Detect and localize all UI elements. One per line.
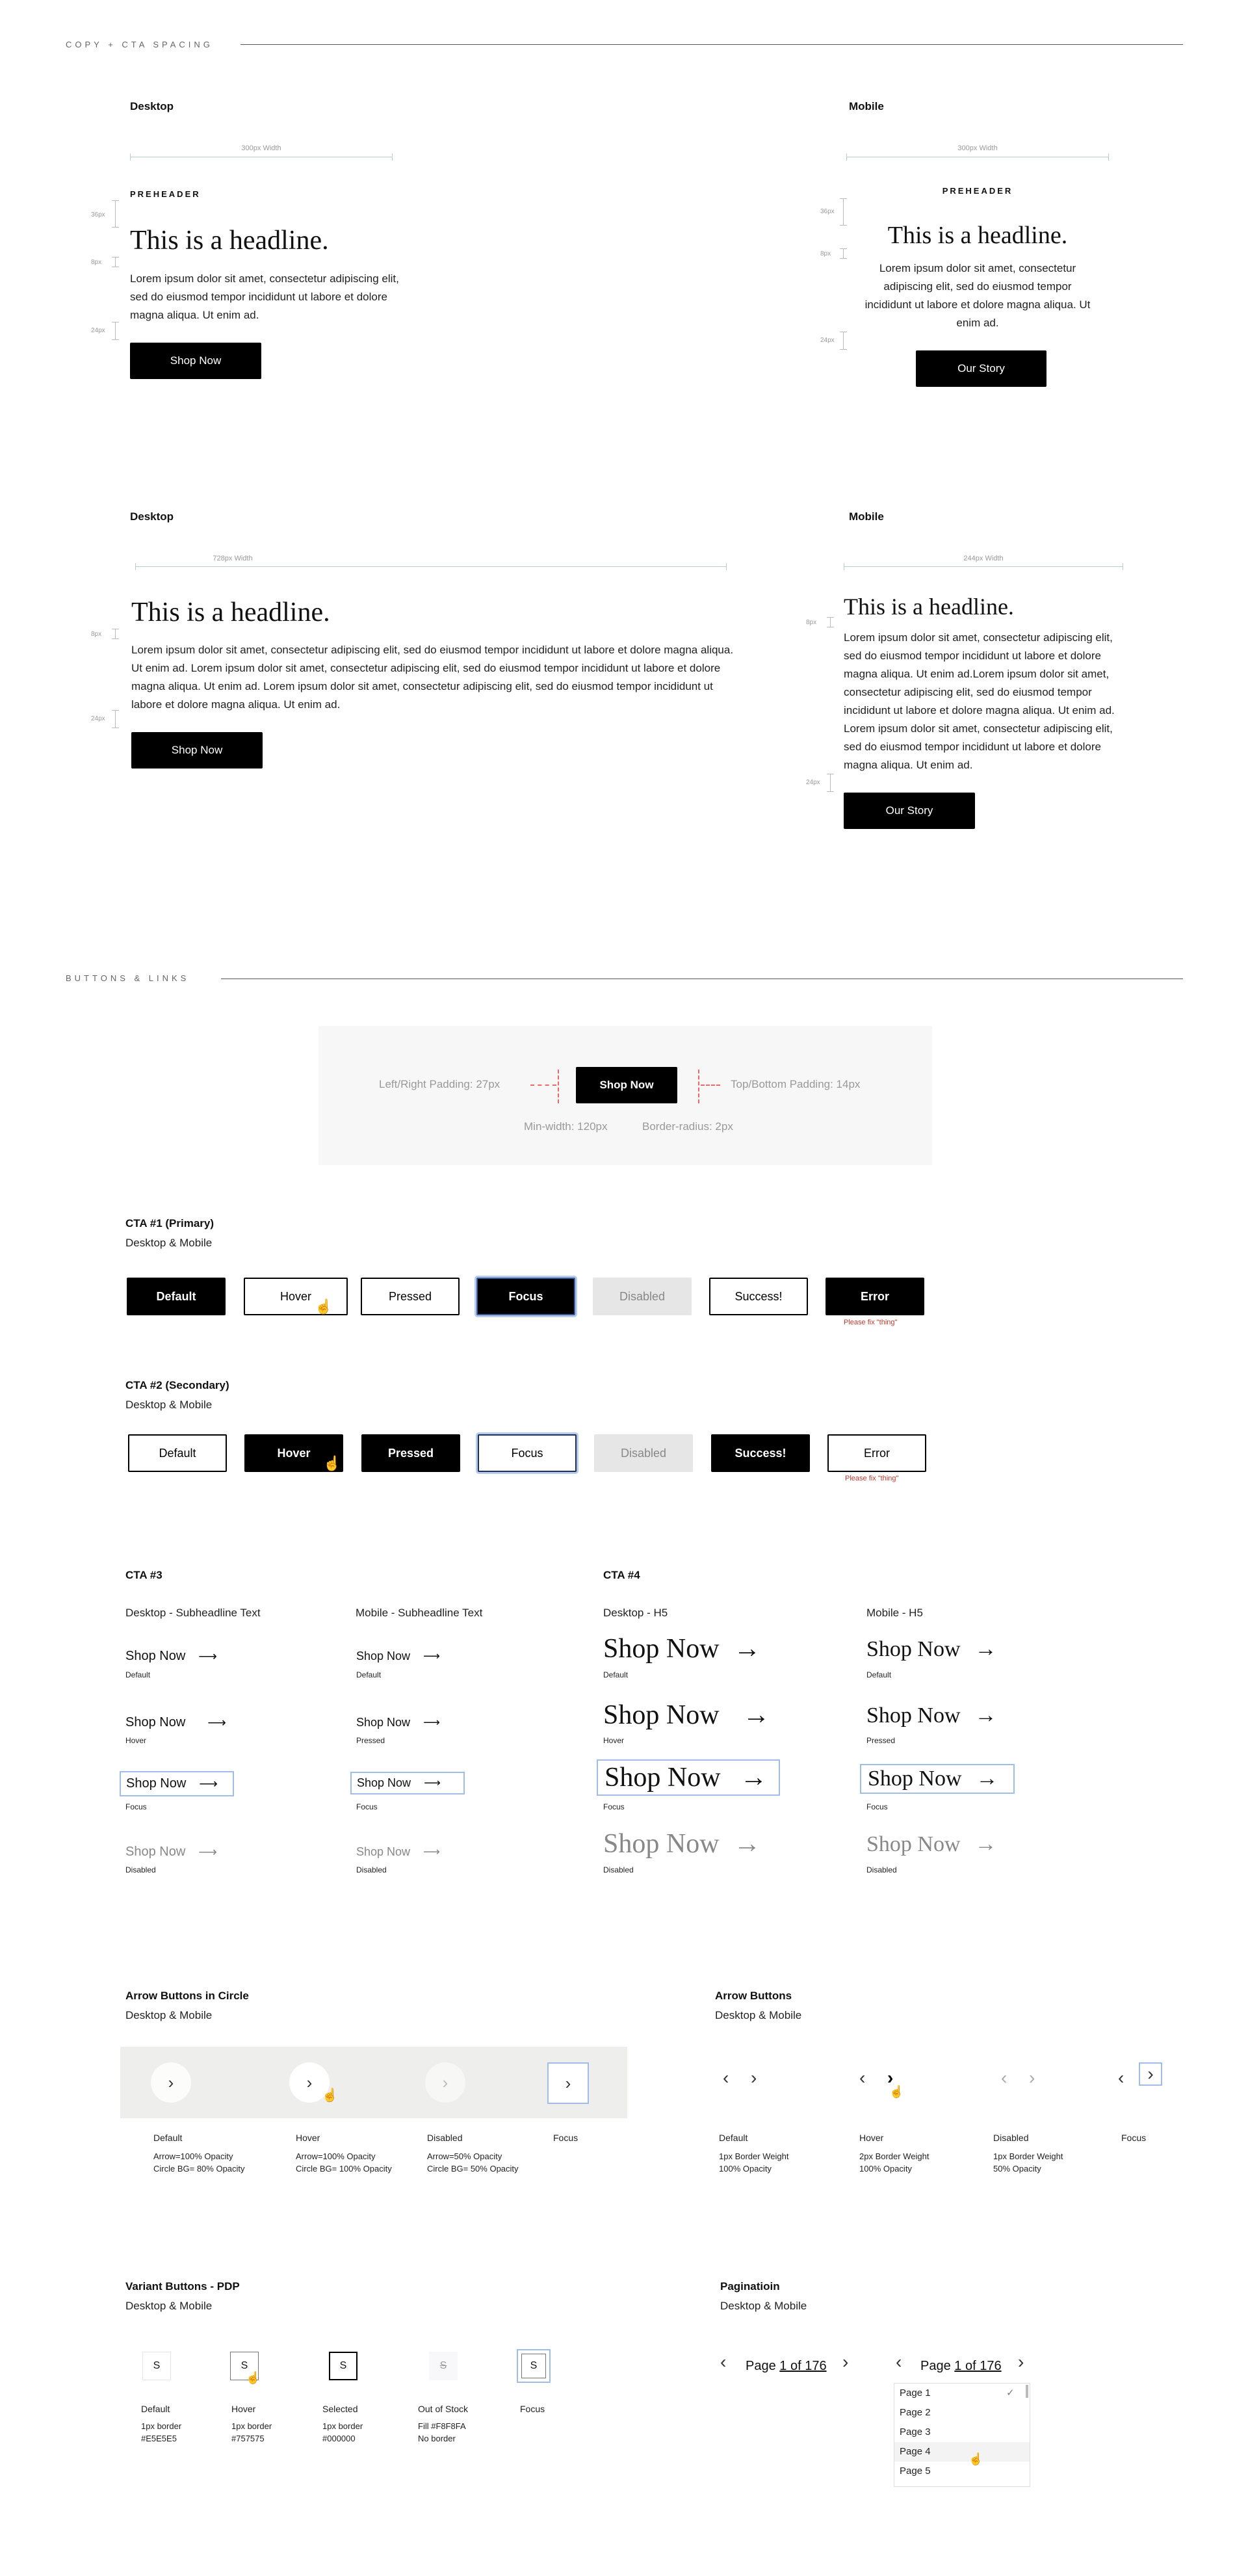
cta2-subtitle: Desktop & Mobile [125, 1399, 213, 1411]
section-title-copy: COPY + CTA SPACING [66, 40, 213, 49]
chevron-right-icon: › [168, 2072, 174, 2092]
arrow-right-icon: → [976, 1767, 998, 1791]
pagination-subtitle: Desktop & Mobile [720, 2300, 807, 2312]
cta3-desktop-hover[interactable] [125, 1715, 226, 1731]
arrow-right-icon: → [974, 1832, 997, 1856]
arrow-right-icon: ⟶ [423, 1649, 440, 1663]
chevron-right-icon: › [565, 2073, 571, 2093]
headline: This is a headline. [887, 222, 1068, 249]
cta3-mobile-focus[interactable] [350, 1772, 465, 1794]
variant-default[interactable]: S [142, 2352, 171, 2380]
spec-note: 2px Border Weight 100% Opacity [859, 2151, 930, 2174]
page-option[interactable]: Page 4 [894, 2442, 1030, 2462]
page-word: Page [920, 2359, 951, 2373]
variant-focus[interactable] [517, 2349, 551, 2383]
shop-now-button[interactable]: Shop Now [131, 732, 263, 769]
state-label: Default [356, 1670, 382, 1679]
state-label: Selected [322, 2404, 358, 2414]
state-label: Disabled [125, 1865, 156, 1874]
spec-note: 1px border #E5E5E5 [141, 2421, 182, 2443]
spacing-measure [115, 322, 116, 340]
cta2-pressed[interactable]: Pressed [361, 1434, 460, 1472]
cursor-hand-icon: ☝ [246, 2371, 261, 2384]
circle-arrow-focus[interactable] [547, 2062, 589, 2104]
cta4-desktop-default[interactable] [603, 1633, 761, 1664]
cta1-error[interactable]: Error [826, 1278, 924, 1315]
body-copy: Lorem ipsum dolor sit amet, consectetur adipiscing elit, sed do eiusmod tempor incididunt ut labore et dolore magna aliqua. Ut enim ad.Lorem ipsum dolor sit amet, consectetur adipiscing elit, sed do eiusmod tempor incididunt ut labore et dolore magna aliqua. Ut enim ad. Lorem ipsum dolor sit amet, consectetur adipiscing elit, sed do eiusmod tempor incididunt ut labore et dolore magna aliqua. Ut enim ad. [844, 631, 1115, 771]
spacing-label: 24px [806, 779, 820, 786]
chevron-right-icon[interactable]: › [842, 2352, 849, 2372]
spacing-measure [115, 257, 116, 267]
page-option[interactable]: Page 3 [900, 2426, 931, 2438]
chevron-left-icon[interactable]: ‹ [723, 2068, 729, 2088]
state-label: Disabled [427, 2133, 463, 2143]
state-label: Disabled [993, 2133, 1029, 2143]
spacing-measure [843, 248, 844, 259]
cta4-mobile-focus[interactable] [860, 1764, 1015, 1794]
cta1-default[interactable]: Default [127, 1278, 226, 1315]
link-text: Shop Now [603, 1829, 720, 1859]
chevron-right-icon[interactable]: › [1018, 2352, 1024, 2372]
scrollbar[interactable] [1026, 2385, 1028, 2398]
chevron-right-icon: › [442, 2072, 448, 2092]
mobile-label: Mobile [849, 510, 884, 523]
cursor-hand-icon: ☝ [323, 1455, 341, 1471]
page-indicator[interactable] [920, 2359, 1002, 2374]
cta4-desktop-hover[interactable] [603, 1700, 770, 1731]
cta4-title: CTA #4 [603, 1569, 640, 1581]
link-text: Shop Now [126, 1776, 187, 1791]
arrow-right-icon: → [733, 1829, 761, 1859]
state-label: Focus [603, 1802, 625, 1811]
chevron-left-icon[interactable]: ‹ [1118, 2068, 1124, 2088]
link-text: Shop Now [868, 1767, 962, 1791]
page-indicator[interactable] [746, 2359, 827, 2374]
shop-now-button[interactable]: Shop Now [130, 343, 261, 379]
spec-shop-now-button[interactable]: Shop Now [576, 1067, 677, 1103]
state-label: Focus [520, 2404, 545, 2414]
cta2-default[interactable]: Default [128, 1434, 227, 1472]
cta3-mobile-default[interactable] [356, 1649, 440, 1663]
arrow-right-icon: ⟶ [207, 1716, 226, 1730]
desktop-label: Desktop [130, 100, 174, 112]
link-text: Shop Now [866, 1703, 961, 1728]
spacing-measure [843, 198, 844, 226]
spacing-label: 8px [820, 250, 831, 257]
cta3-title: CTA #3 [125, 1569, 162, 1581]
state-label: Default [866, 1670, 892, 1679]
state-label: Default [719, 2133, 748, 2143]
radius-note: Border-radius: 2px [642, 1120, 733, 1133]
state-label: Default [141, 2404, 170, 2414]
preheader: PREHEADER [942, 186, 1013, 196]
spacing-label: 24px [91, 327, 105, 334]
spacing-label: 8px [91, 259, 102, 266]
chevron-right-icon[interactable]: › [751, 2068, 757, 2088]
padding-indicator [698, 1070, 699, 1103]
headline: This is a headline. [844, 594, 1014, 620]
cta1-success[interactable]: Success! [709, 1278, 808, 1315]
arrow-right-icon: ⟶ [199, 1777, 218, 1791]
state-label: Default [153, 2133, 183, 2143]
variant-hover[interactable]: S [230, 2352, 259, 2380]
state-label: Out of Stock [418, 2404, 469, 2414]
spacing-measure [115, 200, 116, 228]
arrows-circle-title: Arrow Buttons in Circle [125, 1990, 249, 2002]
arrow-right-icon: → [974, 1703, 997, 1728]
section-divider [240, 44, 1183, 45]
cta1-hover[interactable]: Hover [244, 1278, 348, 1315]
variant-out-of-stock[interactable]: S [429, 2352, 458, 2380]
chevron-right-icon[interactable]: › [1139, 2062, 1162, 2086]
state-label: Disabled [603, 1865, 634, 1874]
pagination-title: Paginatioin [720, 2280, 780, 2293]
arrows-circle-subtitle: Desktop & Mobile [125, 2009, 213, 2021]
cta2-hover[interactable]: Hover [244, 1434, 343, 1472]
circle-arrow-disabled[interactable] [425, 2062, 465, 2103]
chevron-right-icon[interactable]: › [887, 2068, 894, 2088]
page-option[interactable]: Page 1 ✓ [894, 2384, 1030, 2403]
width-label: 728px Width [213, 555, 253, 562]
page-current[interactable]: 1 of 176 [779, 2359, 827, 2373]
spec-note: 1px Border Weight 50% Opacity [993, 2151, 1063, 2174]
link-text: Shop Now [603, 1700, 720, 1730]
our-story-button[interactable]: Our Story [844, 793, 975, 829]
cta3-mobile-disabled[interactable] [356, 1845, 440, 1859]
cta4-mobile-default[interactable] [866, 1637, 997, 1662]
spec-note: 1px border #000000 [322, 2421, 363, 2443]
state-label: Pressed [866, 1736, 896, 1745]
cta1-subtitle: Desktop & Mobile [125, 1237, 213, 1249]
cta4-mobile-pressed[interactable] [866, 1703, 997, 1728]
cta2-focus[interactable]: Focus [478, 1434, 577, 1472]
arrow-right-icon: → [974, 1637, 997, 1661]
arrows-subtitle: Desktop & Mobile [715, 2009, 802, 2021]
arrow-right-icon: ⟶ [423, 1716, 440, 1729]
tb-padding-note: Top/Bottom Padding: 14px [731, 1078, 861, 1090]
cta3-mobile-pressed[interactable] [356, 1716, 440, 1729]
arrow-right-icon: → [740, 1763, 768, 1793]
variant-focus-inner: S [521, 2354, 546, 2378]
circle-arrow-default[interactable] [151, 2062, 191, 2103]
link-text: Shop Now [357, 1776, 411, 1789]
spacing-measure [830, 617, 831, 627]
cta1-focus[interactable]: Focus [476, 1278, 575, 1315]
cta2-title: CTA #2 (Secondary) [125, 1379, 229, 1391]
spacing-label: 8px [91, 631, 102, 638]
cta1-title: CTA #1 (Primary) [125, 1217, 214, 1229]
state-label: Hover [231, 2404, 256, 2414]
spacing-label: 24px [91, 715, 105, 722]
state-label: Focus [1121, 2133, 1147, 2143]
spacing-measure [830, 774, 831, 792]
chevron-left-icon[interactable]: ‹ [896, 2352, 902, 2372]
body-copy: Lorem ipsum dolor sit amet, consectetur adipiscing elit, sed do eiusmod tempor incididunt ut labore et dolore magna aliqua. Ut enim ad. Lorem ipsum dolor sit amet, consectetur adipiscing elit, sed do eiusmod tempor incididunt ut labore et dolore magna aliqua. Ut enim ad. Lorem ipsum dolor sit amet, consectetur adipiscing elit, sed do eiusmod tempor incididunt ut labore et dolore magna aliqua. Ut enim ad. [131, 644, 734, 711]
headline: This is a headline. [131, 598, 330, 627]
link-text: Shop Now [866, 1832, 961, 1856]
state-label: Pressed [356, 1736, 385, 1745]
cta4-desktop-focus[interactable] [597, 1759, 780, 1796]
state-label: Focus [356, 1802, 378, 1811]
link-text: Shop Now [125, 1845, 186, 1859]
body-copy: Lorem ipsum dolor sit amet, consectetur adipiscing elit, sed do eiusmod tempor incididunt ut labore et dolore magna aliqua. Ut enim ad. [130, 272, 399, 321]
state-label: Disabled [866, 1865, 897, 1874]
check-icon: ✓ [1006, 2387, 1015, 2399]
headline: This is a headline. [130, 226, 329, 256]
state-label: Focus [866, 1802, 888, 1811]
cta2-disabled[interactable]: Disabled [594, 1434, 693, 1472]
padding-indicator [530, 1084, 556, 1086]
page-word: Page [746, 2359, 776, 2373]
lr-padding-note: Left/Right Padding: 27px [379, 1078, 500, 1090]
spec-note: Arrow=100% Opacity Circle BG= 100% Opacity [296, 2151, 392, 2174]
link-text: Shop Now [866, 1637, 961, 1661]
cursor-hand-icon: ☝ [968, 2452, 983, 2465]
spacing-measure [115, 710, 116, 728]
page-dropdown[interactable] [894, 2383, 1030, 2487]
cursor-hand-icon: ☝ [889, 2085, 904, 2098]
arrow-right-icon: ⟶ [424, 1776, 441, 1789]
spec-note: 1px border #757575 [231, 2421, 272, 2443]
our-story-button[interactable]: Our Story [916, 350, 1046, 387]
page-option[interactable]: Page 2 [900, 2407, 931, 2418]
variant-selected[interactable]: S [329, 2352, 358, 2380]
spec-note: 1px Border Weight 100% Opacity [719, 2151, 789, 2174]
cta1-error-message: Please fix "thing" [844, 1319, 898, 1326]
link-text: Shop Now [125, 1649, 186, 1663]
padding-indicator [701, 1084, 720, 1086]
min-width-note: Min-width: 120px [524, 1120, 608, 1133]
state-label: Hover [603, 1736, 625, 1745]
state-label: Hover [296, 2133, 320, 2143]
cta1-pressed[interactable]: Pressed [361, 1278, 460, 1315]
spec-note: Arrow=50% Opacity Circle BG= 50% Opacity [427, 2151, 519, 2174]
arrow-right-icon: ⟶ [198, 1845, 217, 1860]
state-label: Default [125, 1670, 151, 1679]
cta3-col1: Desktop - Subheadline Text [125, 1607, 261, 1619]
cta3-desktop-default[interactable] [125, 1648, 217, 1664]
preheader: PREHEADER [130, 189, 201, 199]
width-measure [135, 566, 727, 567]
padding-indicator [558, 1070, 559, 1103]
arrow-right-icon: → [742, 1700, 770, 1730]
arrow-right-icon: ⟶ [198, 1649, 217, 1664]
body-copy: Lorem ipsum dolor sit amet, consectetur adipiscing elit, sed do eiusmod tempor incididunt ut labore et dolore magna aliqua. Ut enim ad. [864, 262, 1091, 329]
link-text: Shop Now [356, 1716, 411, 1729]
section-title-buttons: BUTTONS & LINKS [66, 973, 190, 983]
cta2-error-message: Please fix "thing" [845, 1475, 899, 1482]
spacing-measure [115, 629, 116, 639]
link-text: Shop Now [125, 1715, 186, 1729]
width-label: 244px Width [963, 555, 1004, 562]
cta3-desktop-disabled[interactable] [125, 1844, 217, 1860]
chevron-right-icon[interactable]: › [1029, 2068, 1035, 2088]
chevron-right-icon: › [306, 2072, 313, 2092]
spacing-label: 36px [91, 211, 105, 218]
state-label: Hover [859, 2133, 884, 2143]
page-current[interactable]: 1 of 176 [954, 2359, 1002, 2373]
variant-subtitle: Desktop & Mobile [125, 2300, 213, 2312]
spec-note: Arrow=100% Opacity Circle BG= 80% Opacity [153, 2151, 245, 2174]
cta4-mobile-disabled[interactable] [866, 1832, 997, 1857]
spacing-label: 8px [806, 619, 817, 626]
cta4-col2: Mobile - H5 [866, 1607, 923, 1619]
mobile-label: Mobile [849, 100, 884, 112]
arrow-right-icon: → [733, 1634, 761, 1664]
desktop-label: Desktop [130, 510, 174, 523]
chevron-left-icon[interactable]: ‹ [720, 2352, 727, 2372]
width-label: 300px Width [957, 144, 998, 152]
cta4-col1: Desktop - H5 [603, 1607, 668, 1619]
arrows-title: Arrow Buttons [715, 1990, 792, 2002]
cta4-desktop-disabled[interactable] [603, 1828, 761, 1860]
page-option[interactable]: Page 5 [900, 2465, 931, 2477]
state-label: Disabled [356, 1865, 387, 1874]
cta2-success[interactable]: Success! [711, 1434, 810, 1472]
cta3-col2: Mobile - Subheadline Text [356, 1607, 483, 1619]
cta2-error[interactable]: Error [827, 1434, 926, 1472]
state-label: Focus [125, 1802, 147, 1811]
cursor-hand-icon: ☝ [322, 2088, 338, 2103]
link-text: Shop Now [356, 1845, 411, 1858]
chevron-left-icon[interactable]: ‹ [1001, 2068, 1008, 2088]
cta1-disabled[interactable]: Disabled [593, 1278, 692, 1315]
chevron-left-icon[interactable]: ‹ [859, 2068, 866, 2088]
spacing-label: 24px [820, 337, 835, 344]
width-measure [844, 566, 1123, 567]
cursor-hand-icon: ☝ [315, 1298, 333, 1315]
spacing-measure [843, 332, 844, 350]
state-label: Focus [553, 2133, 578, 2143]
width-label: 300px Width [241, 144, 281, 152]
variant-title: Variant Buttons - PDP [125, 2280, 240, 2293]
state-label: Default [603, 1670, 629, 1679]
state-label: Hover [125, 1736, 147, 1745]
spec-note: Fill #F8F8FA No border [418, 2421, 466, 2443]
arrow-right-icon: ⟶ [423, 1845, 440, 1858]
spacing-label: 36px [820, 208, 835, 215]
link-text: Shop Now [356, 1649, 411, 1663]
cta3-desktop-focus[interactable] [120, 1771, 234, 1796]
link-text: Shop Now [603, 1634, 720, 1664]
link-text: Shop Now [604, 1763, 721, 1793]
